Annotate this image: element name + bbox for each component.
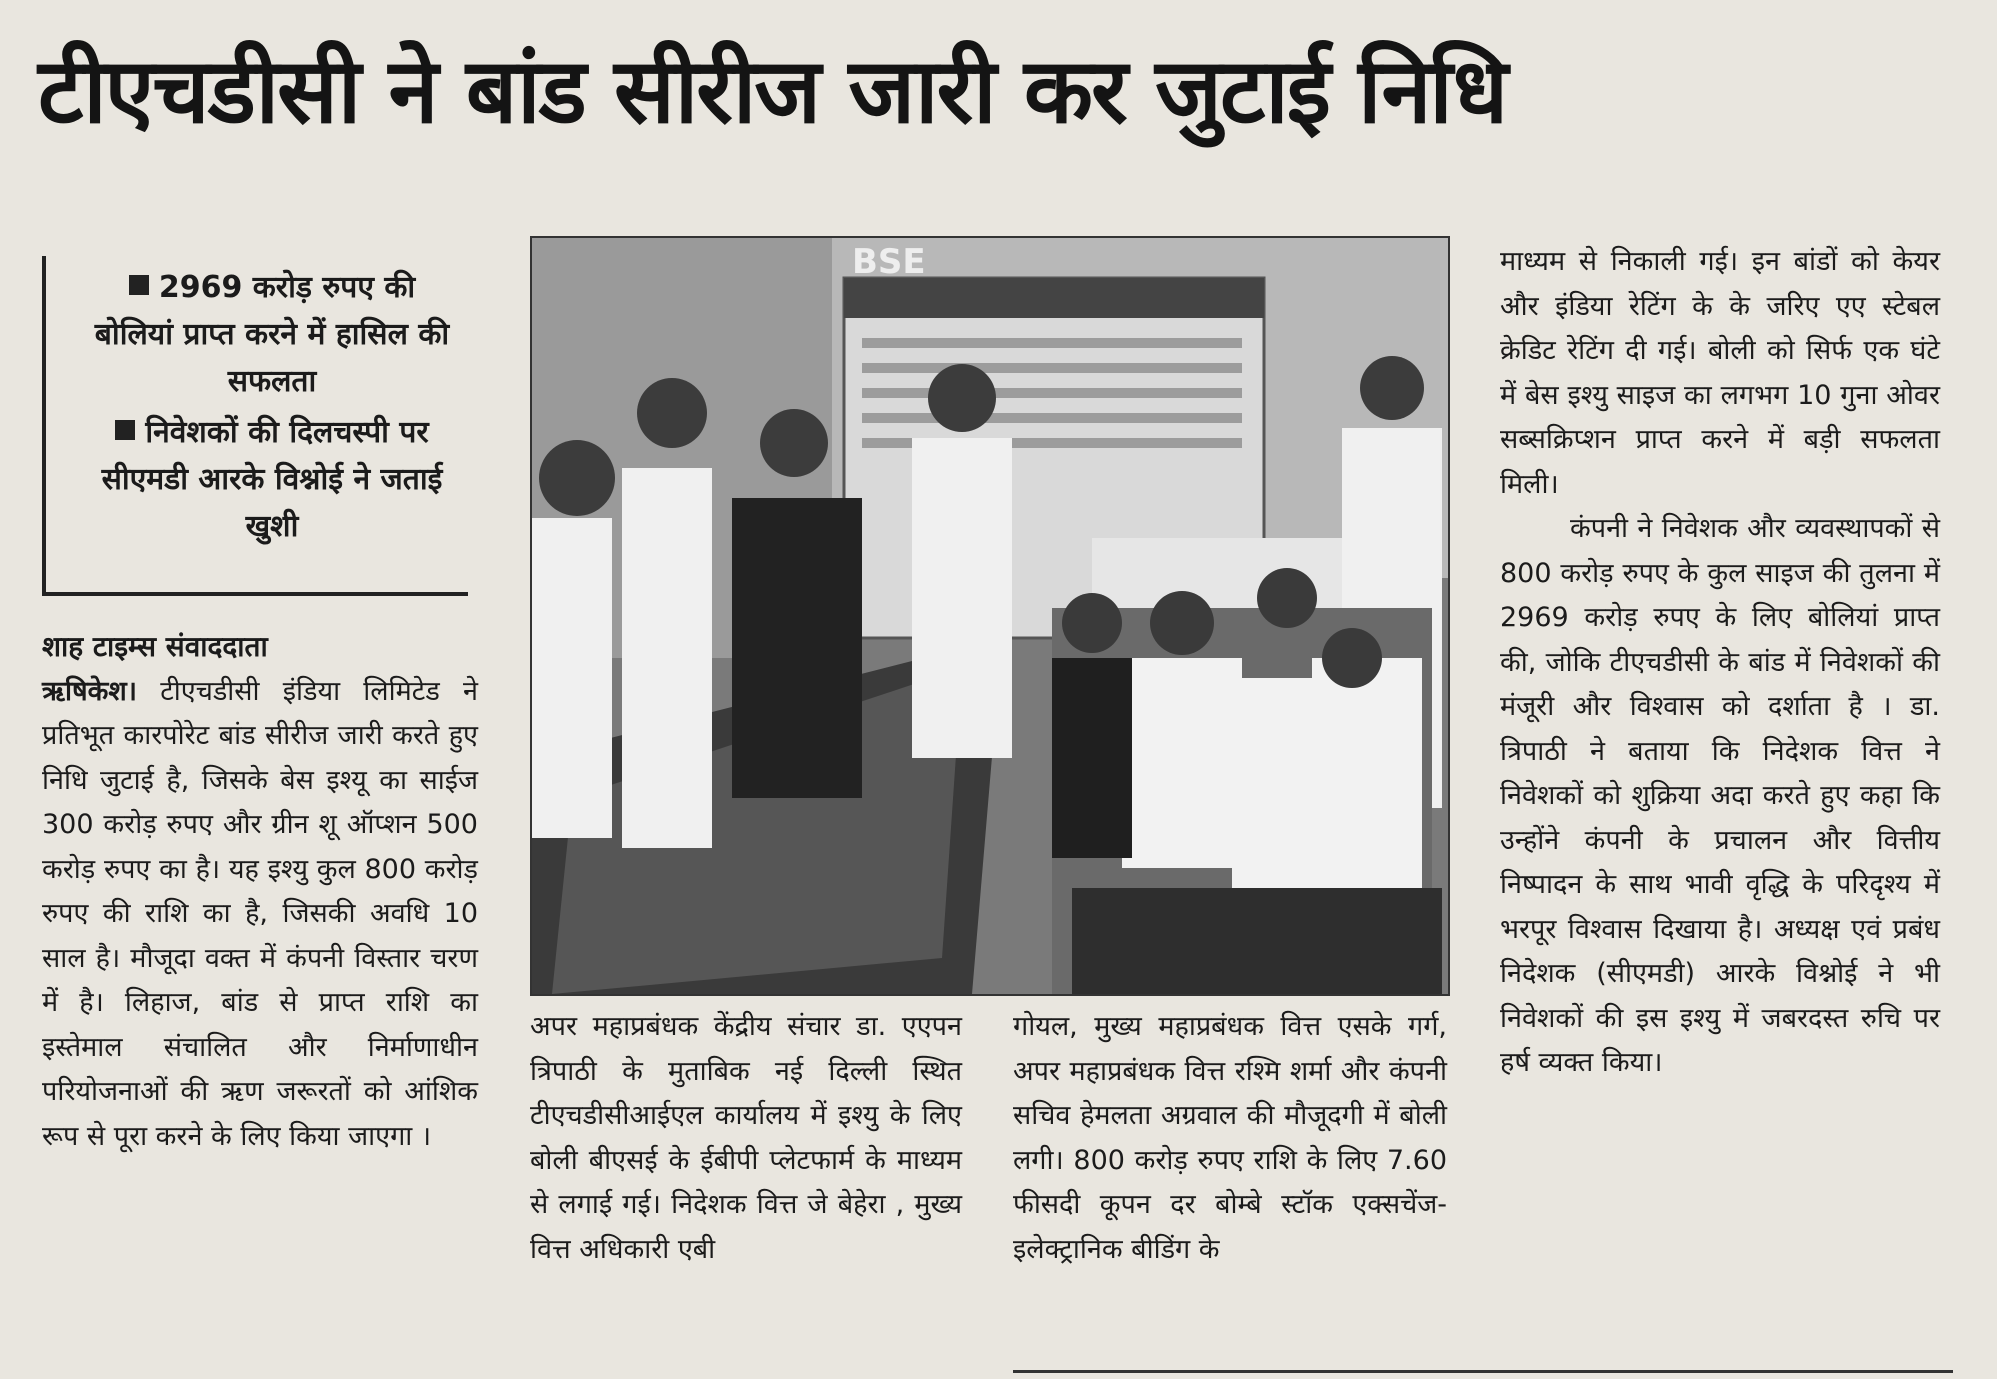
dateline: ऋषिकेश। [42,675,137,707]
photo-screen-label: BSE [852,242,926,282]
article-column-2 [530,1005,962,1272]
square-bullet-icon [115,420,135,440]
square-bullet-icon [129,275,149,295]
column-4-paragraph-2: कंपनी ने निवेशक और व्यवस्थापकों से 800 करोड़ रुपए के कुल साइज की तुलना में 2969 करोड़ रुपए के लिए बोलियां प्राप्त की, जोकि टीएचडीसी के बांड में निवेशकों की मंजूरी और विश्वास को दर्शाता है । डा. त्रिपाठी ने बताया कि निदेशक वित्त ने निवेशकों को शुक्रिया अदा करते हुए कहा कि उन्होंने कंपनी के प्रचालन और वित्तीय निष्पादन के साथ भावी वृद्धि के परिदृश्य में भरपूर विश्वास दिखाया है। अध्यक्ष एवं प्रबंध निदेशक (सीएमडी) आरके विश्नोई ने भी निवेशकों की इस इश्यु में जबरदस्त रुचि पर हर्ष व्यक्त किया। [1500,513,1940,1078]
headline: टीएचडीसी ने बांड सीरीज जारी कर जुटाई निधि [38,39,1507,144]
column-1-text: टीएचडीसी इंडिया लिमिटेड ने प्रतिभूत कारपोरेट बांड सीरीज जारी करते हुए निधि जुटाई है, जिसके बेस इश्यू का साईज 300 करोड़ रुपए और ग्रीन शू ऑप्शन 500 करोड़ रुपए का है। यह इश्यु कुल 800 करोड़ रुपए की राशि का है, जिसकी अवधि 10 साल है। मौजूदा वक्त में कंपनी विस्तार चरण में है। लिहाज, बांड से प्राप्त राशि का इस्तेमाल संचालित और निर्माणाधीन परियोजनाओं की ऋण जरूरतों को आंशिक रूप से पूरा करने के लिए किया जाएगा । [42,675,478,1152]
highlight-item [86,409,458,550]
highlights-box [42,256,468,596]
highlight-text: निवेशकों की दिलचस्पी पर सीएमडी आरके विश्नोई ने जताई खुशी [101,415,443,544]
column-4-paragraph-1: माध्यम से निकाली गई। इन बांडों को केयर और इंडिया रेटिंग के के जरिए एए स्टेबल क्रेडिट रेटिंग दी गई। बोली को सिर्फ एक घंटे में बेस इश्यु साइज का लगभग 10 गुना ओवर सब्सक्रिप्शन प्राप्त करने में बड़ी सफलता मिली। [1500,246,1940,500]
highlight-item [86,264,458,405]
byline: शाह टाइम्स संवाददाता [42,630,268,663]
article-column-4 [1500,240,1940,1086]
news-photo [530,236,1450,996]
column-2-text: अपर महाप्रबंधक केंद्रीय संचार डा. एएपन त्रिपाठी के मुताबिक नई दिल्ली स्थित टीएचडीसीआईएल कार्यालय में इश्यु के लिए बोली बीएसई के ईबीपी प्लेटफार्म के माध्यम से लगाई गई। निदेशक वित्त जे बेहेरा , मुख्य वित्त अधिकारी एबी [530,1011,962,1265]
group-photo-illustration [532,238,1448,994]
article-column-3 [1013,1005,1447,1272]
highlight-text: 2969 करोड़ रुपए की बोलियां प्राप्त करने में हासिल की सफलता [94,270,450,399]
article-column-1 [42,625,478,1159]
column-3-text: गोयल, मुख्य महाप्रबंधक वित्त एसके गर्ग, अपर महाप्रबंधक वित्त रश्मि शर्मा और कंपनी सचिव हेमलता अग्रवाल की मौजूदगी में बोली लगी। 800 करोड़ रुपए राशि के लिए 7.60 फीसदी कूपन दर बोम्बे स्टॉक एक्सचेंज-इलेक्ट्रानिक बीडिंग के [1013,1011,1447,1265]
bottom-rule [1013,1370,1953,1373]
